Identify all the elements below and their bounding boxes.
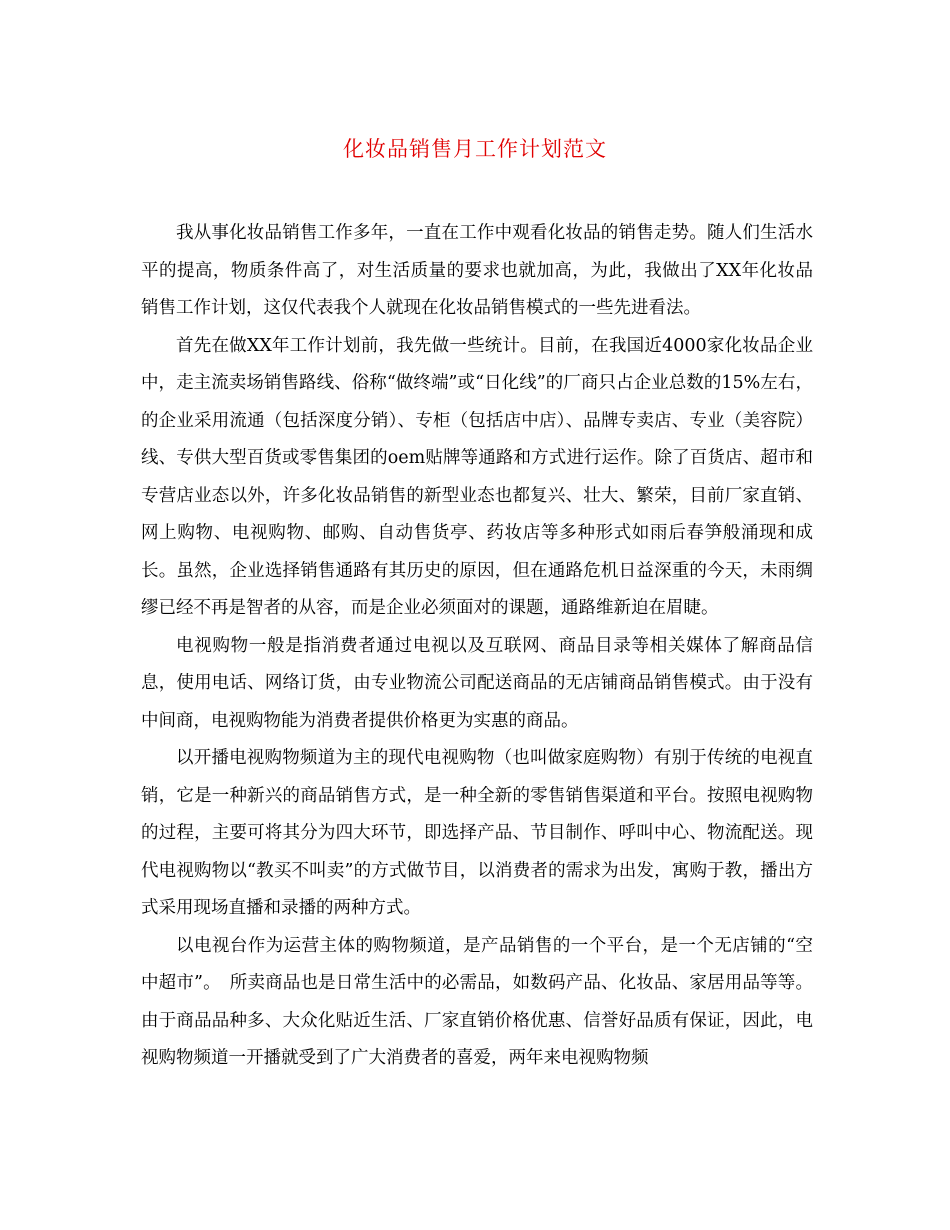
paragraph: 我从事化妆品销售工作多年，一直在工作中观看化妆品的销售走势。随人们生活水平的提高，物质条件高了，对生活质量的要求也就加高，为此，我做出了XX年化妆品销售工作计划，这仅代表我个人就现在化妆品销售模式的一些先进看法。 xyxy=(141,223,813,318)
document-title: 化妆品销售月工作计划范文 xyxy=(343,137,607,161)
document-body xyxy=(141,215,813,1078)
paragraph: 以电视台作为运营主体的购物频道，是产品销售的一个平台，是一个无店铺的“空中超市”。 所卖商品也是日常生活中的必需品，如数码产品、化妆品、家居用品等等。由于商品品种多、大众化贴近生活、厂家直销价格优惠、信誉好品质有保证，因此，电视购物频道一开播就受到了广大消费者的喜爱，两年来电视购物频 xyxy=(141,935,813,1068)
paragraph: 以开播电视购物频道为主的现代电视购物（也叫做家庭购物）有别于传统的电视直销，它是一种新兴的商品销售方式，是一种全新的零售销售渠道和平台。按照电视购物的过程，主要可将其分为四大环节，即选择产品、节目制作、呼叫中心、物流配送。现代电视购物以“教买不叫卖”的方式做节目，以消费者的需求为出发，寓购于教，播出方式采用现场直播和录播的两种方式。 xyxy=(141,748,813,918)
paragraph: 电视购物一般是指消费者通过电视以及互联网、商品目录等相关媒体了解商品信息，使用电话、网络订货，由专业物流公司配送商品的无店铺商品销售模式。由于没有中间商，电视购物能为消费者提供价格更为实惠的商品。 xyxy=(141,635,813,731)
paragraph: 首先在做XX年工作计划前，我先做一些统计。目前，在我国近4000家化妆品企业中，走主流卖场销售路线、俗称“做终端”或“日化线”的厂商只占企业总数的15%左右，的企业采用流通（包括深度分销）、专柜（包括店中店）、品牌专卖店、专业（美容院）线、专供大型百货或零售集团的oem贴牌等通路和方式进行运作。除了百货店、超市和专营店业态以外，许多化妆品销售的新型业态也都复兴、壮大、繁荣，目前厂家直销、网上购物、电视购物、邮购、自动售货亭、药妆店等多种形式如雨后春笋般涌现和成长。虽然，企业选择销售通路有其历史的原因，但在通路危机日益深重的今天，未雨绸缪已经不再是智者的从容，而是企业必须面对的课题，通路维新迫在眉睫。 xyxy=(141,335,813,618)
